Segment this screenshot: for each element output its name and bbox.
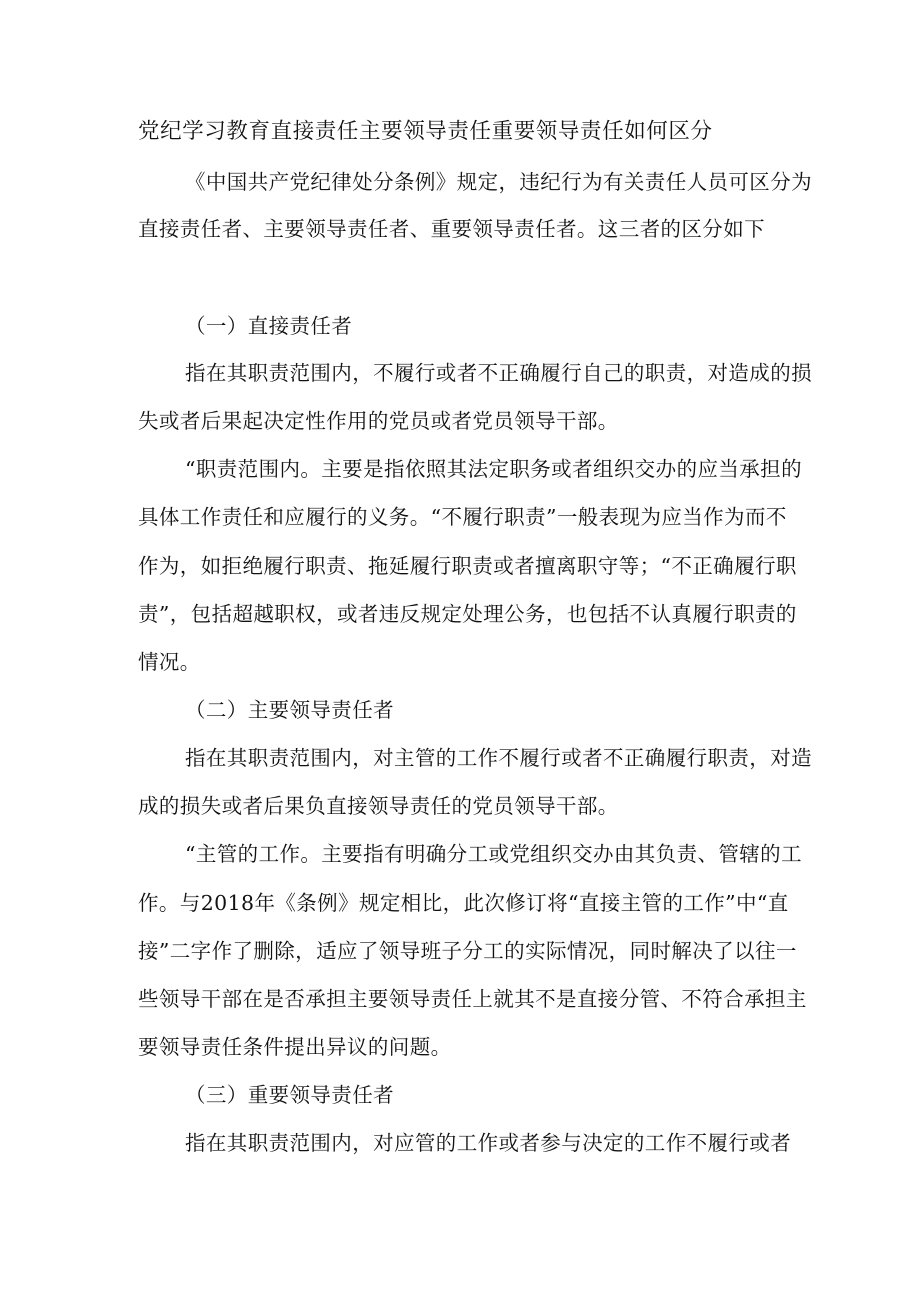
paragraph-line: 情况。 bbox=[138, 650, 201, 674]
paragraph-line: 要领导责任条件提出异议的问题。 bbox=[138, 1035, 452, 1059]
paragraph-line: 些领导干部在是否承担主要领导责任上就其不是直接分管、不符合承担主 bbox=[138, 987, 807, 1011]
paragraph-line: 责”，包括超越职权，或者违反规定处理公务，也包括不认真履行职责的 bbox=[138, 602, 797, 626]
paragraph-line: 作。与2018年《条例》规定相比，此次修订将“直接主管的工作”中“直 bbox=[138, 891, 789, 915]
paragraph-line: 作为，如拒绝履行职责、拖延履行职责或者擅离职守等；“不正确履行职 bbox=[138, 554, 797, 578]
paragraph-line: 直接责任者、主要领导责任者、重要领导责任者。这三者的区分如下 bbox=[138, 217, 765, 241]
paragraph-line: 指在其职责范围内，不履行或者不正确履行自己的职责，对造成的损 bbox=[185, 361, 812, 385]
paragraph-line: “主管的工作。主要指有明确分工或党组织交办由其负责、管辖的工 bbox=[185, 842, 802, 866]
paragraph-line: 指在其职责范围内，对主管的工作不履行或者不正确履行职责，对造 bbox=[185, 746, 812, 770]
paragraph-line: 失或者后果起决定性作用的党员或者党员领导干部。 bbox=[138, 409, 619, 433]
section-heading-3: （三）重要领导责任者 bbox=[185, 1083, 394, 1107]
paragraph-line: “职责范围内。主要是指依照其法定职务或者组织交办的应当承担的 bbox=[185, 457, 802, 481]
section-heading-2: （二）主要领导责任者 bbox=[185, 698, 394, 722]
document-title: 党纪学习教育直接责任主要领导责任重要领导责任如何区分 bbox=[138, 119, 713, 144]
paragraph-line: 接”二字作了删除，适应了领导班子分工的实际情况，同时解决了以往一 bbox=[138, 939, 797, 963]
paragraph-line: 指在其职责范围内，对应管的工作或者参与决定的工作不履行或者 bbox=[185, 1131, 792, 1155]
section-heading-1: （一）直接责任者 bbox=[185, 314, 353, 338]
paragraph-line: 成的损失或者后果负直接领导责任的党员领导干部。 bbox=[138, 794, 619, 818]
paragraph-line: 《中国共产党纪律处分条例》规定，违纪行为有关责任人员可区分为 bbox=[185, 170, 812, 194]
paragraph-line: 具体工作责任和应履行的义务。“不履行职责”一般表现为应当作为而不 bbox=[138, 505, 787, 529]
